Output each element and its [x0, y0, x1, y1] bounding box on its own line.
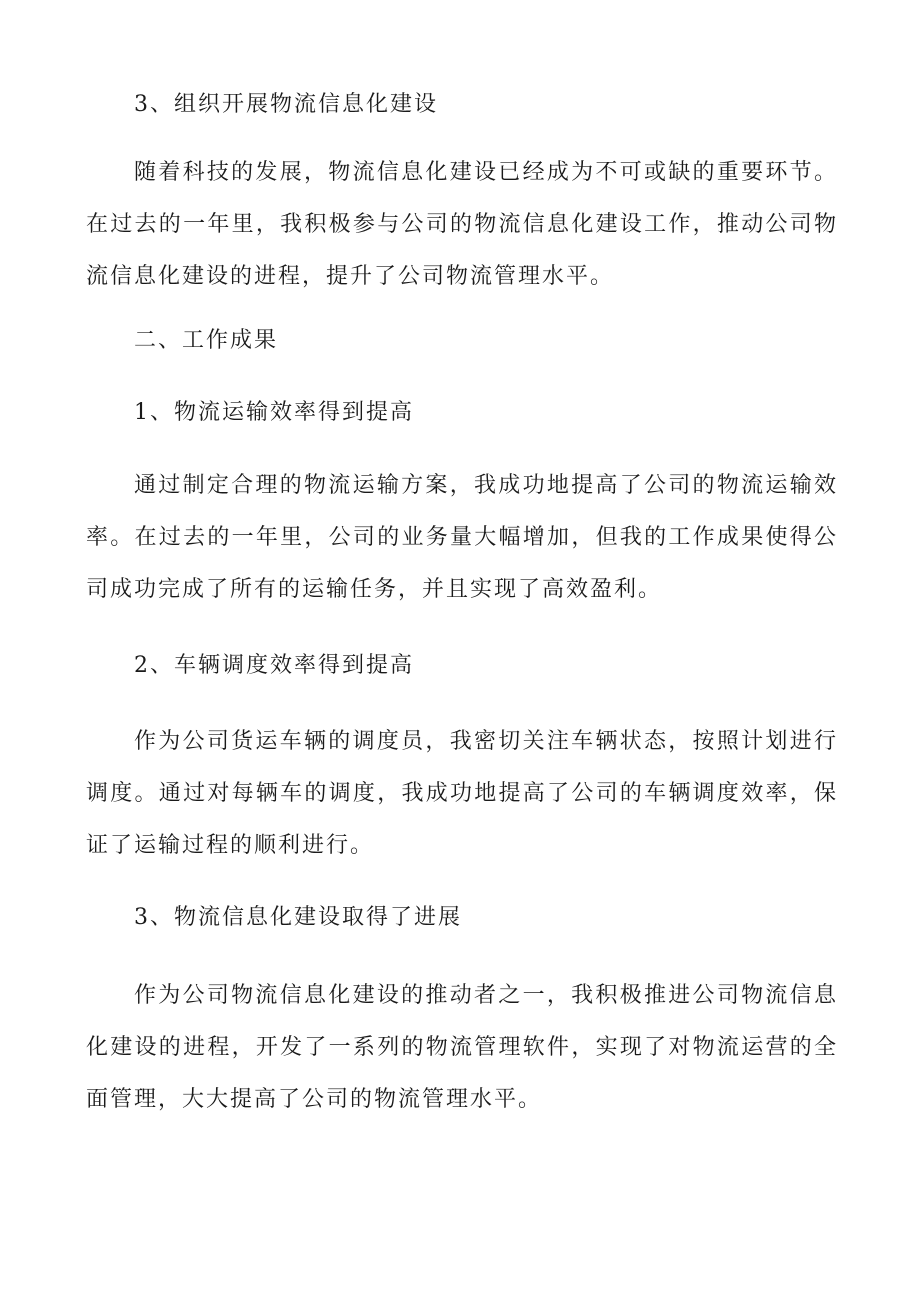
paragraph-it-progress: 作为公司物流信息化建设的推动者之一，我积极推进公司物流信息化建设的进程，开发了一系列的物流管理软件，实现了对物流运营的全面管理，大大提高了公司的物流管理水平。 — [86, 983, 838, 1112]
section-heading-vehicle-dispatch: 2、车辆调度效率得到提高 — [134, 653, 414, 678]
section-heading-it-construction: 3、组织开展物流信息化建设 — [134, 92, 438, 117]
paragraph-vehicle-dispatch: 作为公司货运车辆的调度员，我密切关注车辆状态，按照计划进行调度。通过对每辆车的调度，我成功地提高了公司的车辆调度效率，保证了运输过程的顺利进行。 — [86, 729, 838, 858]
section-heading-work-results: 二、工作成果 — [134, 328, 279, 353]
paragraph-transport-efficiency: 通过制定合理的物流运输方案，我成功地提高了公司的物流运输效率。在过去的一年里，公司的业务量大幅增加，但我的工作成果使得公司成功完成了所有的运输任务，并且实现了高效盈利。 — [86, 473, 838, 602]
section-heading-transport-efficiency: 1、物流运输效率得到提高 — [134, 400, 414, 425]
section-heading-it-progress: 3、物流信息化建设取得了进展 — [134, 905, 462, 930]
paragraph-it-construction: 随着科技的发展，物流信息化建设已经成为不可或缺的重要环节。在过去的一年里，我积极参与公司的物流信息化建设工作，推动公司物流信息化建设的进程，提升了公司物流管理水平。 — [86, 160, 838, 289]
